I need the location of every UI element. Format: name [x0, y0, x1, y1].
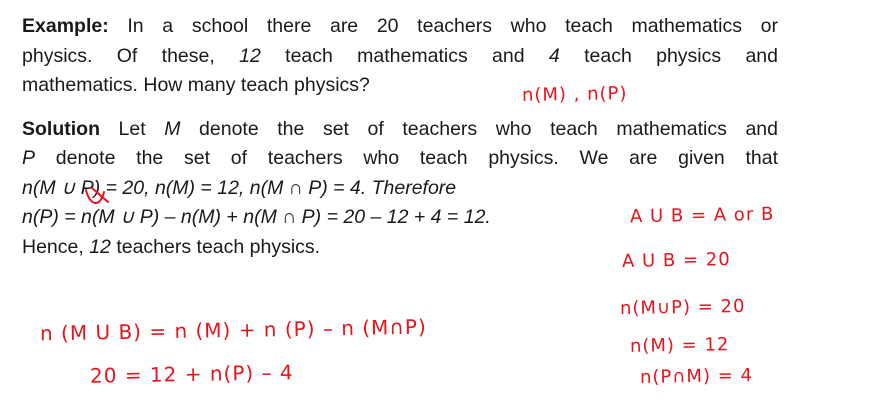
solution-line-2: P denote the set of teachers who teach physics. We are given that [22, 147, 778, 169]
note-nm-np: n(M) , n(P) [521, 83, 628, 106]
example-line-2: physics. Of these, 12 teach mathematics and 4 teach physics and [22, 44, 778, 67]
note-npam: n(P∩M) = 4 [639, 365, 754, 388]
example-line-3: mathematics. How many teach physics? [22, 74, 370, 96]
solution-line-4: n(P) = n(M ∪ P) – n(M) + n(M ∩ P) = 20 – 12 + 4 = 12. [22, 206, 491, 228]
union-scribble-mark [82, 184, 112, 214]
solution-paragraph [22, 115, 778, 263]
example-line-1: Example: In a school there are 20 teachers who teach mathematics or [22, 15, 778, 37]
solution-label: Solution [22, 117, 100, 140]
note-substitution: 20 = 12 + n(P) – 4 [89, 360, 294, 388]
example-label: Example: [22, 15, 109, 37]
example-paragraph [22, 12, 778, 101]
solution-line-5: Hence, 12 teachers teach physics. [22, 235, 321, 258]
solution-line-3: n(M ∪ P) = 20, n(M) = 12, n(M ∩ P) = 4. Therefore [22, 176, 457, 199]
note-nmup: n(M∪P) = 20 [619, 295, 746, 320]
note-formula: n (M U B) = n (M) + n (P) – n (M∩P) [39, 314, 428, 346]
note-aub-definition: A U B = A or B [629, 203, 775, 228]
note-nm: n(M) = 12 [629, 334, 730, 357]
note-aub-value: A U B = 20 [621, 249, 731, 272]
solution-line-1: Solution Let M denote the set of teachers who teach mathematics and [22, 117, 778, 140]
